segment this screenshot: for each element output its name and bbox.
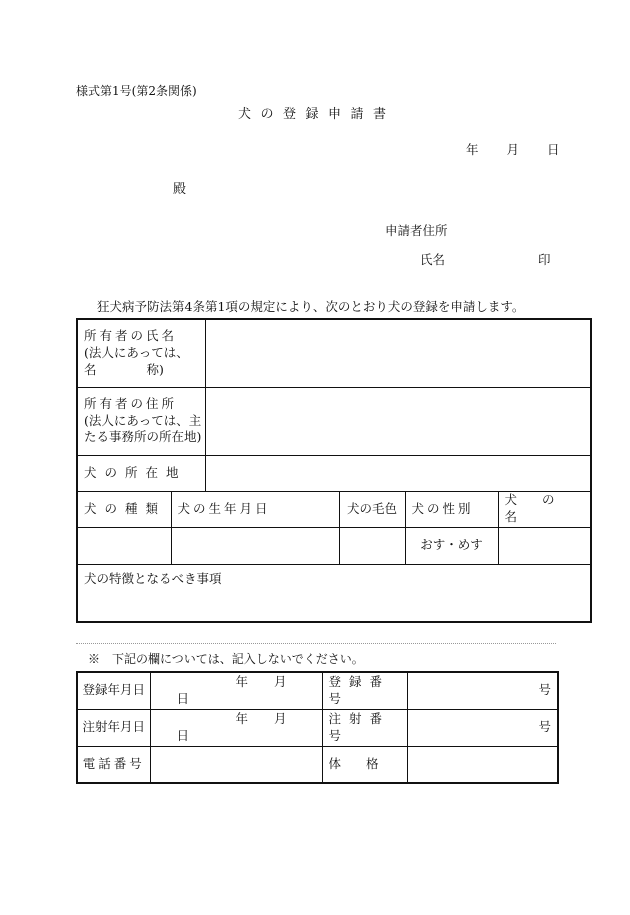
phone-number-label: 電話番号 xyxy=(77,746,150,783)
breed-field[interactable] xyxy=(77,527,171,564)
office-use-note: ※ 下記の欄については、記入しないでください。 xyxy=(88,652,364,666)
features-field[interactable] xyxy=(77,564,591,622)
registration-date-label: 登録年月日 xyxy=(77,672,150,709)
owner-name-label: 所有者の氏名 (法人にあっては、 名 称) xyxy=(77,319,205,387)
features-label: 犬の特徴となるべき事項 xyxy=(84,570,222,586)
dog-location-label: 犬の所在地 xyxy=(77,455,205,491)
intro-text: 狂犬病予防法第4条第1項の規定により、次のとおり犬の登録を申請します。 xyxy=(97,299,525,314)
dog-name-header: 犬 の 名 xyxy=(498,491,591,527)
breed-header: 犬の種類 xyxy=(77,491,171,527)
owner-name-field[interactable] xyxy=(205,319,591,387)
phone-number-field[interactable] xyxy=(150,746,322,783)
birthdate-header: 犬の生年月日 xyxy=(171,491,339,527)
injection-date-label: 注射年月日 xyxy=(77,709,150,746)
owner-address-label: 所有者の住所 (法人にあっては、主 たる事務所の所在地) xyxy=(77,387,205,455)
dog-attributes-value-row xyxy=(77,527,591,564)
dog-attributes-header-row xyxy=(77,491,591,527)
sex-field[interactable]: おす・めす xyxy=(405,527,498,564)
dog-name-field[interactable] xyxy=(498,527,591,564)
owner-name-row xyxy=(77,319,591,387)
application-date xyxy=(466,140,560,158)
document-title: 犬の登録申請書 xyxy=(238,107,396,122)
coat-color-field[interactable] xyxy=(339,527,405,564)
registration-number-label: 登録番号 xyxy=(322,672,407,709)
phone-row xyxy=(77,746,558,783)
owner-address-row xyxy=(77,387,591,455)
applicant-name-label: 氏名 xyxy=(420,252,446,267)
injection-number-label: 注射番号 xyxy=(322,709,407,746)
injection-row xyxy=(77,709,558,746)
seal-label: 印 xyxy=(538,252,551,267)
birthdate-field[interactable] xyxy=(171,527,339,564)
applicant-address-label: 申請者住所 xyxy=(385,223,448,238)
dog-location-row xyxy=(77,455,591,491)
registration-date-field[interactable]: 年 月日 xyxy=(150,672,322,709)
injection-number-field[interactable]: 号 xyxy=(407,709,558,746)
form-number-label: 様式第1号(第2条関係) xyxy=(76,84,197,98)
date-day: 日 xyxy=(547,142,560,157)
office-use-table xyxy=(76,671,559,784)
body-size-label: 体 格 xyxy=(322,746,407,783)
registration-row xyxy=(77,672,558,709)
injection-date-field[interactable]: 年 月日 xyxy=(150,709,322,746)
date-year: 年 xyxy=(466,142,479,157)
date-month: 月 xyxy=(506,142,520,157)
coat-color-header: 犬の毛色 xyxy=(339,491,405,527)
sex-header: 犬の性別 xyxy=(405,491,498,527)
separator-line xyxy=(76,643,556,644)
features-row xyxy=(77,564,591,622)
owner-address-field[interactable] xyxy=(205,387,591,455)
registration-form-table xyxy=(76,318,592,623)
dog-location-field[interactable] xyxy=(205,455,591,491)
addressee-suffix: 殿 xyxy=(173,182,187,197)
registration-number-field[interactable]: 号 xyxy=(407,672,558,709)
body-size-field[interactable] xyxy=(407,746,558,783)
